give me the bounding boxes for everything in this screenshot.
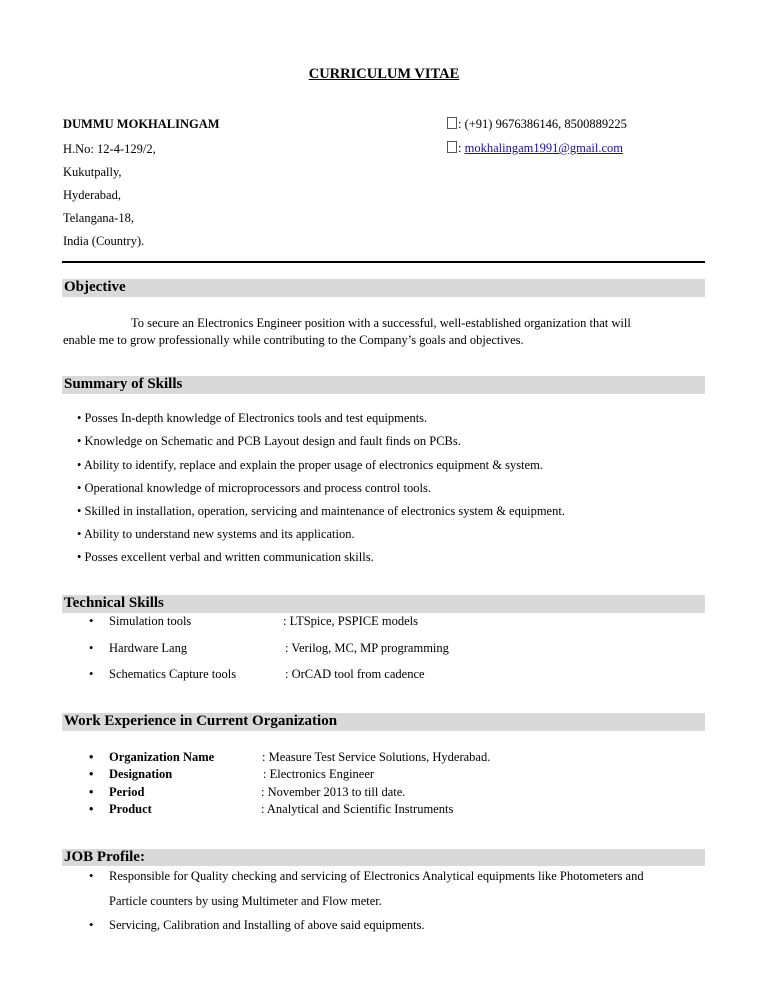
email-icon — [447, 141, 457, 153]
header-divider — [62, 261, 705, 263]
summary-heading-bar — [62, 376, 705, 394]
email-prefix: : — [458, 141, 465, 155]
technical-heading: Technical Skills — [64, 595, 164, 611]
objective-heading: Objective — [64, 279, 126, 295]
summary-item: • Skilled in installation, operation, servicing and maintenance of electronics system & equipment. — [77, 504, 565, 518]
technical-row: • — [89, 614, 94, 628]
summary-item: • Ability to identify, replace and explain the proper usage of electronics equipment & system. — [77, 458, 543, 472]
work-label: Organization Name — [109, 750, 215, 764]
job-item-1-line-2: Particle counters by using Multimeter and Flow meter. — [109, 894, 382, 908]
technical-value: : OrCAD tool from cadence — [285, 667, 425, 681]
job-item: • — [89, 869, 94, 883]
summary-heading: Summary of Skills — [64, 376, 183, 392]
summary-item: • Ability to understand new systems and its application. — [77, 527, 355, 541]
work-row: • — [89, 802, 94, 816]
work-row: • — [89, 767, 94, 781]
phone-line — [447, 117, 627, 132]
technical-value: : LTSpice, PSPICE models — [283, 614, 418, 628]
summary-item: • Posses In-depth knowledge of Electronics tools and test equipments. — [77, 411, 428, 425]
phone-icon — [447, 117, 457, 129]
summary-item: • Operational knowledge of microprocessors and process control tools. — [77, 481, 431, 495]
objective-text-line-1: To secure an Electronics Engineer position with a successful, well-established organization that will — [131, 316, 631, 330]
job-item-1-line-1: Responsible for Quality checking and servicing of Electronics Analytical equipments like Photometers and — [109, 869, 644, 883]
job-item-2: Servicing, Calibration and Installing of above said equipments. — [109, 918, 425, 932]
objective-heading-bar — [62, 279, 705, 297]
email-line — [447, 141, 623, 156]
technical-label: Simulation tools — [109, 614, 192, 628]
work-label: Designation — [109, 767, 173, 781]
job-heading-bar — [62, 849, 705, 866]
work-row: • — [89, 785, 94, 799]
work-value: : November 2013 to till date. — [261, 785, 406, 799]
document-title: CURRICULUM VITAE — [308, 66, 460, 82]
address-line-1: H.No: 12-4-129/2, — [63, 142, 156, 156]
job-item: • — [89, 918, 94, 932]
technical-label: Schematics Capture tools — [109, 667, 237, 681]
work-value: : Measure Test Service Solutions, Hyderabad. — [262, 750, 491, 764]
work-label: Product — [109, 802, 152, 816]
email-link[interactable]: mokhalingam1991@gmail.com — [464, 141, 623, 155]
address-line-3: Hyderabad, — [63, 188, 121, 202]
work-heading-bar — [62, 713, 705, 731]
work-value: : Analytical and Scientific Instruments — [261, 802, 454, 816]
technical-value: : Verilog, MC, MP programming — [285, 641, 449, 655]
job-heading: JOB Profile: — [64, 849, 145, 865]
technical-row: • — [89, 641, 94, 655]
technical-heading-bar — [62, 595, 705, 613]
summary-item: • Posses excellent verbal and written communication skills. — [77, 550, 374, 564]
work-heading: Work Experience in Current Organization — [64, 713, 338, 729]
work-value: : Electronics Engineer — [263, 767, 375, 781]
objective-text-line-2: enable me to grow professionally while contributing to the Company’s goals and objectives. — [63, 333, 524, 347]
summary-item: • Knowledge on Schematic and PCB Layout design and fault finds on PCBs. — [77, 434, 461, 448]
work-row: • — [89, 750, 94, 764]
work-label: Period — [109, 785, 145, 799]
address-line-5: India (Country). — [63, 234, 145, 248]
technical-label: Hardware Lang — [109, 641, 188, 655]
technical-row: • — [89, 667, 94, 681]
phone-number: : (+91) 9676386146, 8500889225 — [458, 117, 627, 131]
candidate-name: DUMMU MOKHALINGAM — [63, 117, 220, 131]
address-line-4: Telangana-18, — [63, 211, 134, 225]
address-line-2: Kukutpally, — [63, 165, 122, 179]
